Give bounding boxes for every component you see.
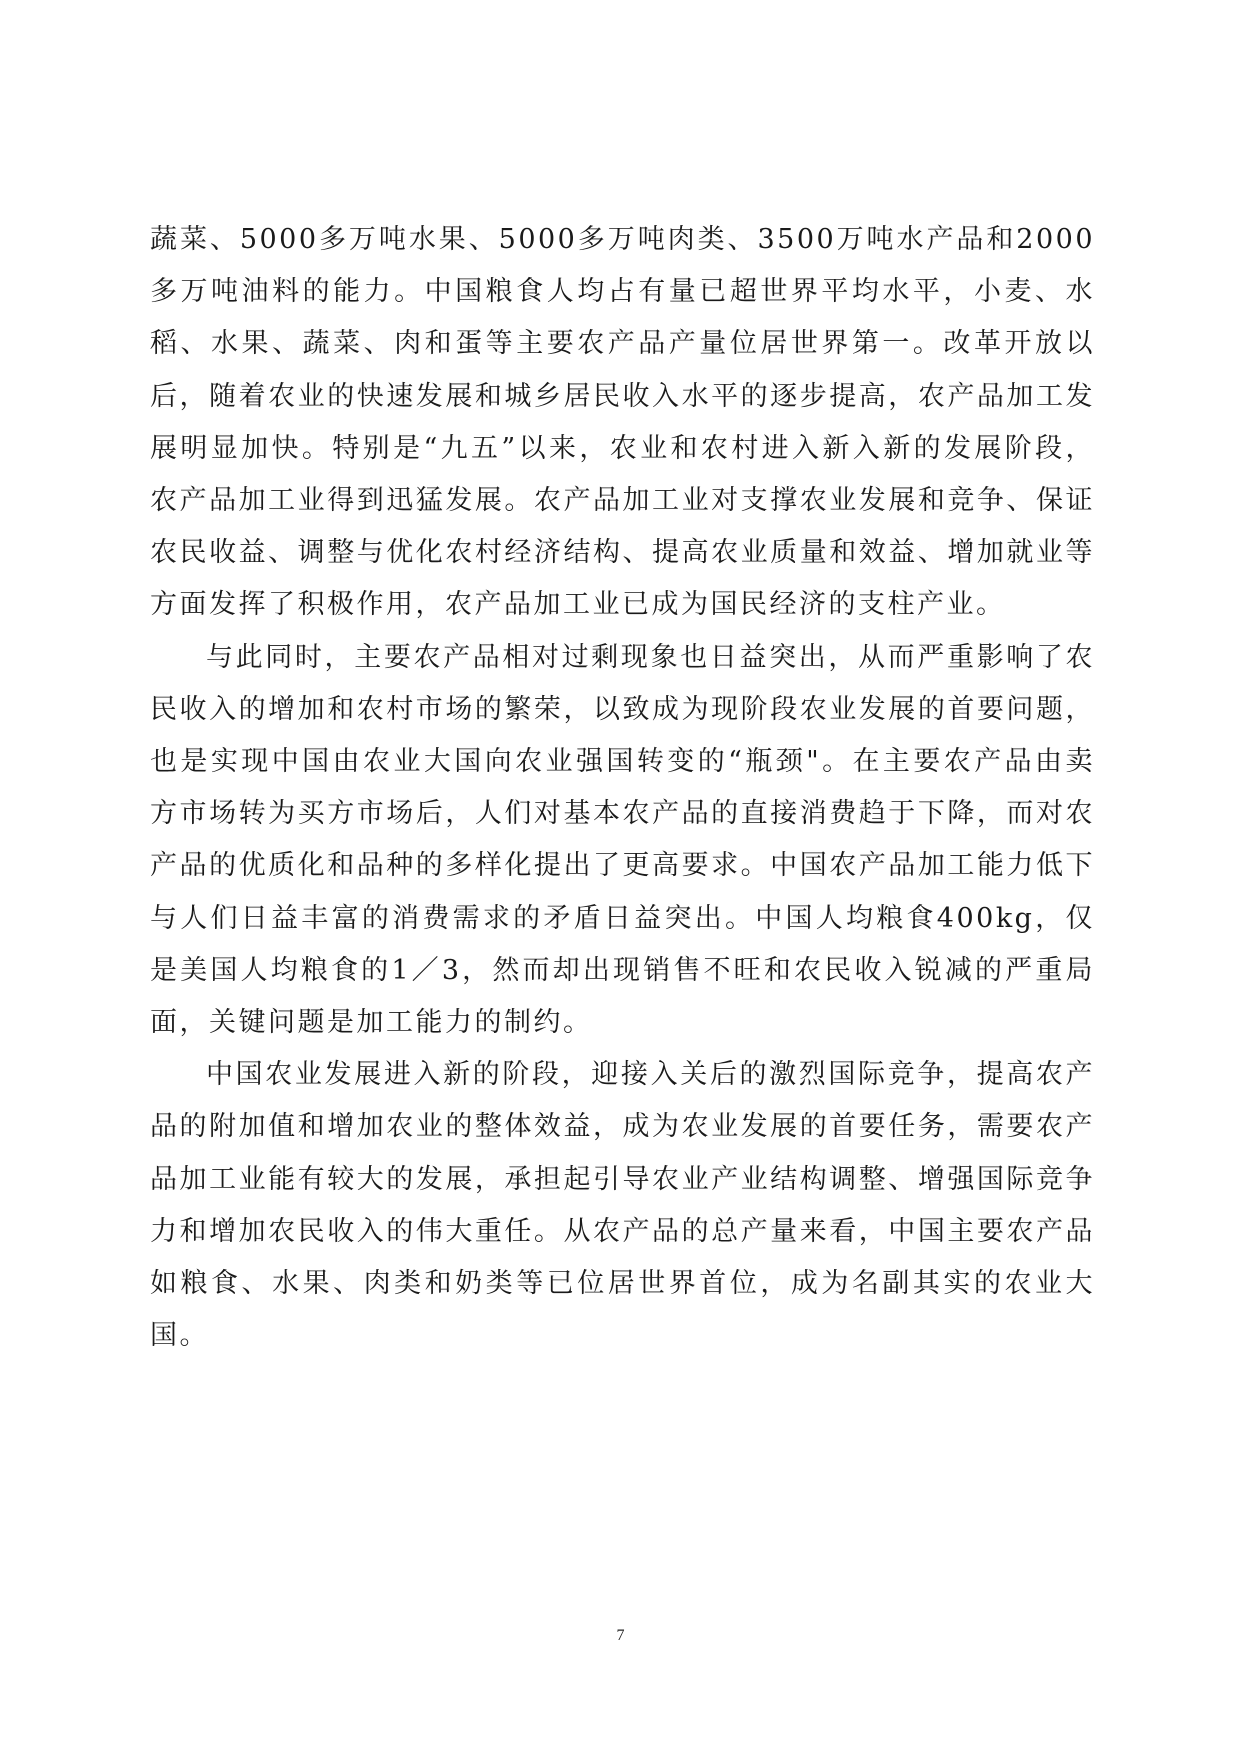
paragraph-3: 中国农业发展进入新的阶段，迎接入关后的激烈国际竞争，提高农产品的附加值和增加农业的整体效益，成为农业发展的首要任务，需要农产品加工业能有较大的发展，承担起引导农业产业结构调整、增强国际竞争力和增加农民收入的伟大重任。从农产品的总产量来看，中国主要农产品如粮食、水果、肉类和奶类等已位居世界首位，成为名副其实的农业大国。 xyxy=(150,1059,1095,1352)
paragraph-1: 蔬菜、5000多万吨水果、5000多万吨肉类、3500万吨水产品和2000多万吨油料的能力。中国粮食人均占有量已超世界平均水平，小麦、水稻、水果、蔬菜、肉和蛋等主要农产品产量位居世界第一。改革开放以后，随着农业的快速发展和城乡居民收入水平的逐步提高，农产品加工发展明显加快。特别是“九五”以来，农业和农村进入新入新的发展阶段，农产品加工业得到迅猛发展。农产品加工业对支撑农业发展和竞争、保证农民收益、调整与优化农村经济结构、提高农业质量和效益、增加就业等方面发挥了积极作用，农产品加工业已成为国民经济的支柱产业。 xyxy=(150,224,1095,621)
page-number: 7 xyxy=(616,1627,625,1644)
paragraph-2: 与此同时，主要农产品相对过剩现象也日益突出，从而严重影响了农民收入的增加和农村市场的繁荣，以致成为现阶段农业发展的首要问题，也是实现中国由农业大国向农业强国转变的“瓶颈"。在主要农产品由卖方市场转为买方市场后，人们对基本农产品的直接消费趋于下降，而对农产品的优质化和品种的多样化提出了更高要求。中国农产品加工能力低下与人们日益丰富的消费需求的矛盾日益突出。中国人均粮食400kg，仅是美国人均粮食的1／3，然而却出现销售不旺和农民收入锐减的严重局面，关键问题是加工能力的制约。 xyxy=(150,641,1095,1039)
body-text xyxy=(150,214,1095,1362)
